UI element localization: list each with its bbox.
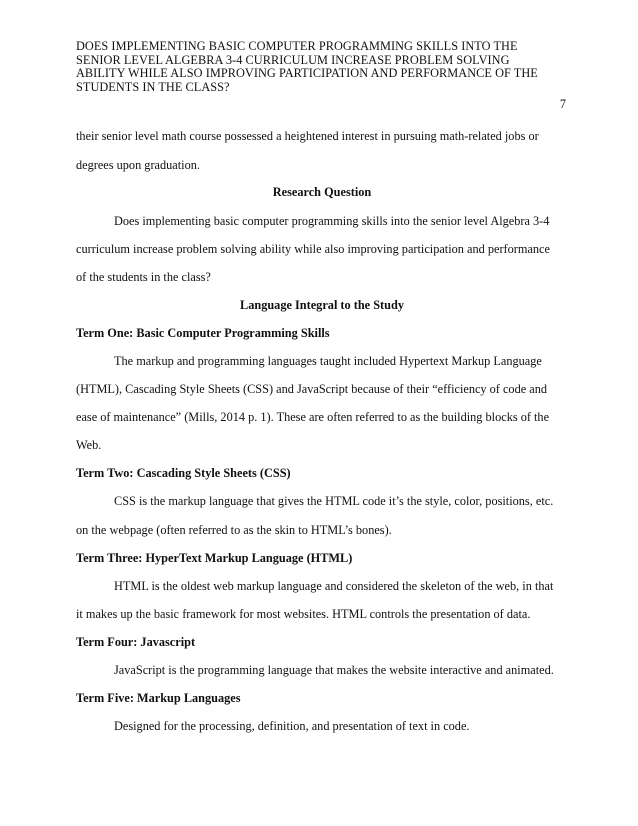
page-number: 7: [559, 97, 566, 111]
body-line: (HTML), Cascading Style Sheets (CSS) and JavaScript because of their “efficiency of code and: [76, 382, 548, 396]
body-line: curriculum increase problem solving ability while also improving participation and performance: [76, 242, 550, 256]
body-line: ease of maintenance” (Mills, 2014 p. 1). These are often referred to as the building blocks of the: [76, 410, 550, 424]
body-line: of the students in the class?: [76, 270, 211, 284]
term-heading: Term One: Basic Computer Programming Skills: [76, 326, 330, 340]
term-heading: Term Two: Cascading Style Sheets (CSS): [76, 466, 291, 480]
body-line: JavaScript is the programming language that makes the website interactive and animated.: [114, 663, 554, 677]
body-line: their senior level math course possessed a heightened interest in pursuing math-related jobs or: [76, 129, 539, 143]
section-heading-language: Language Integral to the Study: [240, 298, 404, 312]
body-line: Does implementing basic computer programming skills into the senior level Algebra 3-4: [114, 214, 550, 228]
term-heading: Term Three: HyperText Markup Language (HTML): [76, 551, 353, 565]
body-line: on the webpage (often referred to as the skin to HTML’s bones).: [76, 523, 392, 537]
body-line: The markup and programming languages taught included Hypertext Markup Language: [114, 354, 542, 368]
term-heading: Term Five: Markup Languages: [76, 691, 241, 705]
body-line: Web.: [76, 438, 102, 452]
running-head: DOES IMPLEMENTING BASIC COMPUTER PROGRAMMING SKILLS INTO THE SENIOR LEVEL ALGEBRA 3-4 CURRICULUM INCREASE PROBLEM SOLVING ABILITY WHILE ALSO IMPROVING PARTICIPATION AND PERFORMANCE OF THE STUDENTS IN THE CLASS?: [76, 39, 538, 94]
body-line: degrees upon graduation.: [76, 158, 200, 172]
body-line: HTML is the oldest web markup language and considered the skeleton of the web, in that: [114, 579, 554, 593]
body-line: CSS is the markup language that gives the HTML code it’s the style, color, positions, etc.: [114, 494, 554, 508]
term-heading: Term Four: Javascript: [76, 635, 196, 649]
section-heading-research-question: Research Question: [272, 185, 372, 199]
body-line: it makes up the basic framework for most websites. HTML controls the presentation of data.: [76, 607, 531, 621]
body-line: Designed for the processing, definition, and presentation of text in code.: [114, 719, 470, 733]
